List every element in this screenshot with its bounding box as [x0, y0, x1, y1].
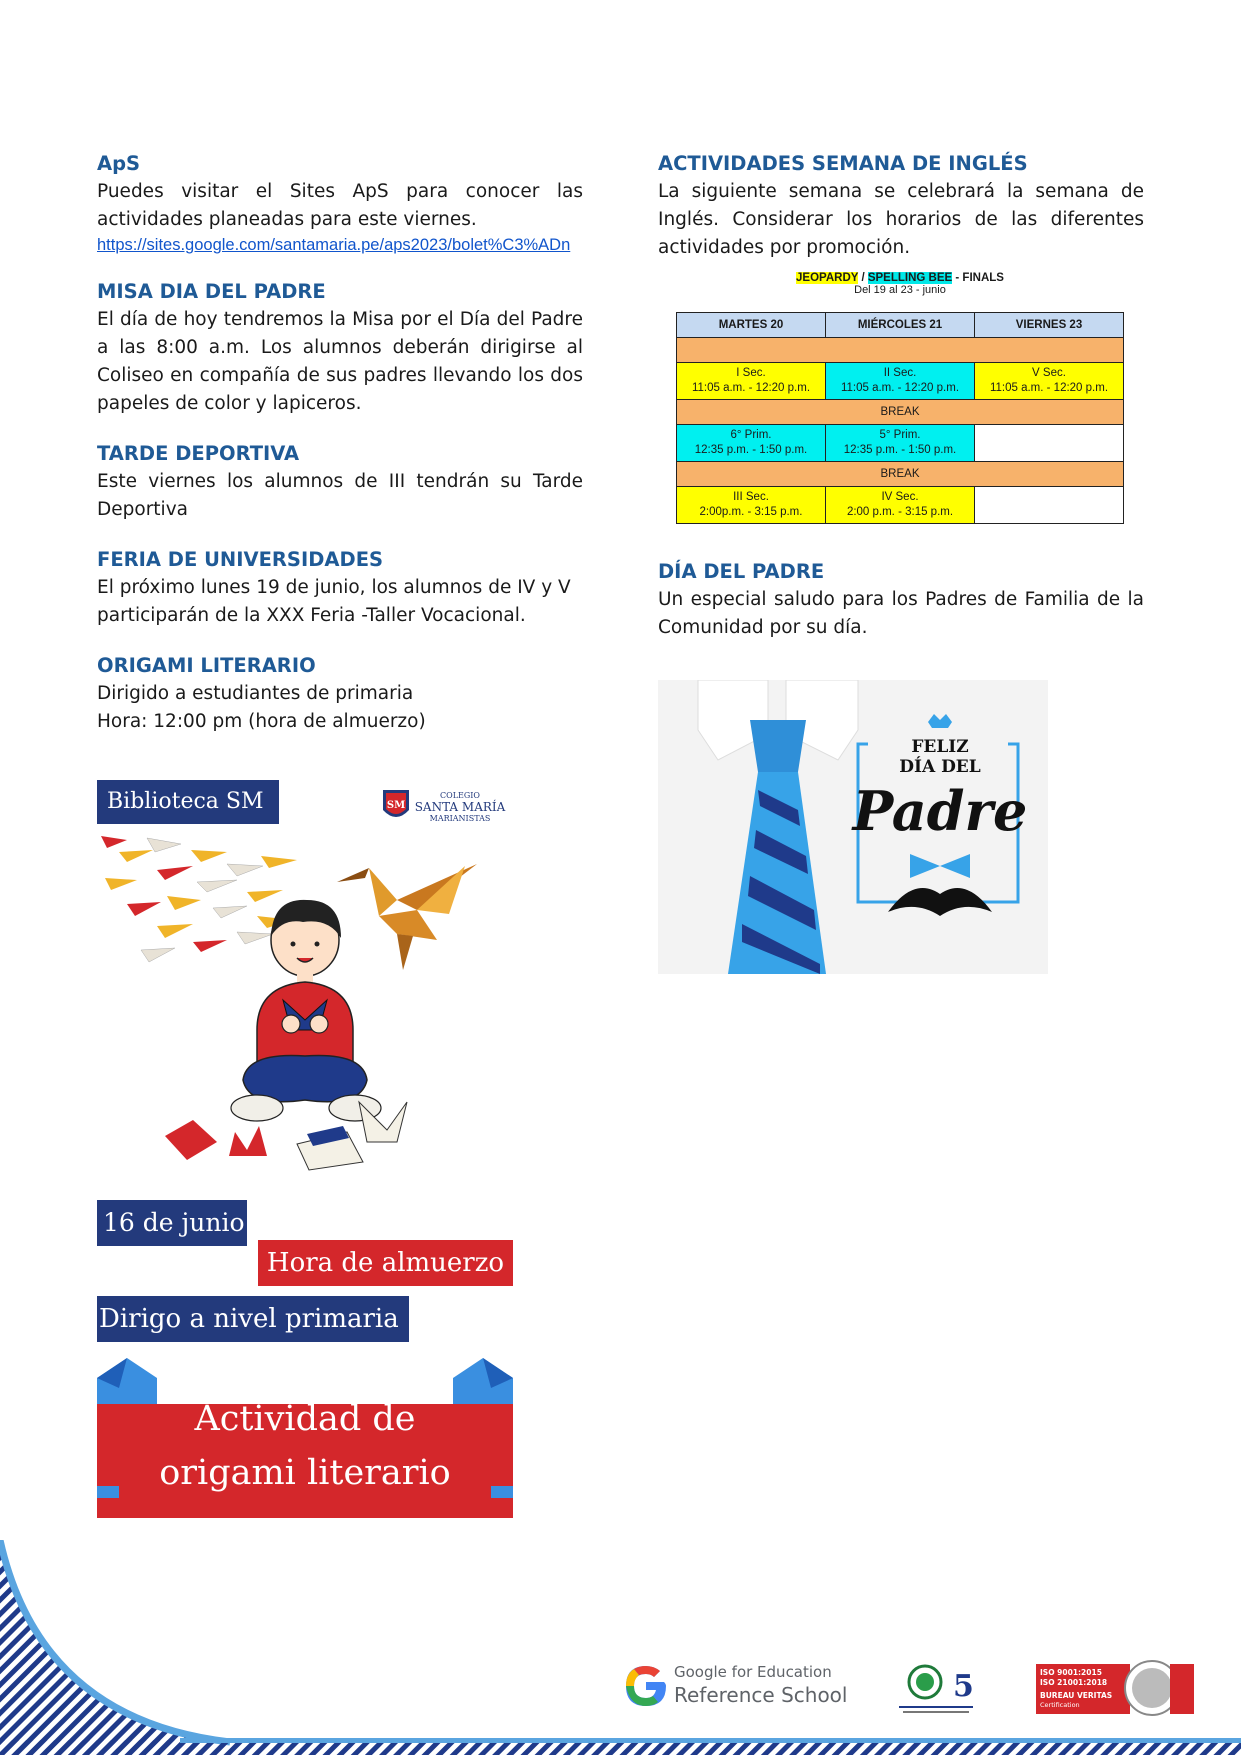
padre-title: DÍA DEL PADRE — [658, 560, 825, 583]
ingles-section — [658, 150, 1144, 262]
origami-bird — [337, 864, 477, 970]
aps-text: Puedes visitar el Sites ApS para conocer las actividades planeadas para este viernes. — [97, 181, 583, 230]
right-column — [658, 150, 1144, 664]
schedule — [676, 272, 1124, 524]
header-viernes: VIERNES 23 — [975, 313, 1124, 338]
origami-title: ORIGAMI LITERARIO — [97, 654, 316, 677]
padre-text: Un especial saludo para los Padres de Familia de la Comunidad por su día. — [658, 589, 1144, 638]
header-martes: MARTES 20 — [677, 313, 826, 338]
header-miercoles: MIÉRCOLES 21 — [826, 313, 975, 338]
break-cell: BREAK — [677, 400, 1124, 425]
tarde-section — [97, 440, 583, 524]
origami-section — [97, 652, 583, 736]
google-for-education-text — [674, 1662, 847, 1708]
schedule-subtitle: Del 19 al 23 - junio — [854, 284, 946, 296]
origami-line2: Hora: 12:00 pm (hora de almuerzo) — [97, 711, 426, 732]
schedule-title-finals: - FINALS — [952, 272, 1004, 284]
schedule-table — [676, 312, 1124, 524]
date-tag: 16 de junio — [97, 1200, 247, 1246]
origami-flyer — [97, 780, 513, 1518]
table-cell: 6° Prim. 12:35 p.m. - 1:50 p.m. — [677, 425, 826, 462]
proyecto-educativo-logo — [895, 1656, 977, 1718]
table-cell-empty — [975, 425, 1124, 462]
banner-line1: Actividad de — [194, 1399, 416, 1439]
schedule-title-spelling: SPELLING BEE — [867, 272, 953, 284]
tarde-text: Este viernes los alumnos de III tendrán su Tarde Deportiva — [97, 471, 583, 520]
origami-boy-illustration — [97, 830, 513, 1190]
ingles-title: ACTIVIDADES SEMANA DE INGLÉS — [658, 152, 1028, 175]
logo-sub: MARIANISTAS — [429, 814, 491, 823]
table-cell: III Sec. 2:00p.m. - 3:15 p.m. — [677, 487, 826, 524]
origami-line1: Dirigido a estudiantes de primaria — [97, 683, 414, 704]
schedule-title-sep: / — [858, 272, 868, 284]
ingles-text: La siguiente semana se celebrará la semana de Inglés. Considerar los horarios de las diferentes actividades por promoción. — [658, 181, 1144, 258]
svg-text:5: 5 — [953, 1669, 974, 1704]
biblioteca-tag: Biblioteca SM — [97, 780, 279, 824]
bv-line4: Certification — [1040, 1701, 1080, 1709]
bv-line3: BUREAU VERITAS — [1040, 1691, 1113, 1700]
banner-text — [97, 1392, 513, 1500]
google-g-icon — [620, 1660, 672, 1712]
table-cell: I Sec. 11:05 a.m. - 12:20 p.m. — [677, 363, 826, 400]
logo-small: COLEGIO — [440, 791, 480, 800]
orange-spacer — [677, 338, 1124, 363]
bv-line1: ISO 9001:2015 — [1040, 1668, 1102, 1677]
tarde-title: TARDE DEPORTIVA — [97, 442, 300, 465]
left-column — [97, 150, 583, 758]
padre-card-line3: Padre — [852, 779, 1028, 843]
santa-maria-logo — [380, 786, 510, 826]
break-row — [677, 400, 1124, 425]
aps-section — [97, 150, 583, 256]
table-row — [677, 487, 1124, 524]
bureau-veritas-logo — [1036, 1660, 1194, 1716]
table-row — [677, 425, 1124, 462]
schedule-title — [676, 272, 1124, 284]
table-header-row — [677, 313, 1124, 338]
footer-wave-decoration — [0, 1540, 1241, 1755]
break-cell: BREAK — [677, 462, 1124, 487]
misa-text: El día de hoy tendremos la Misa por el Día del Padre a las 8:00 a.m. Los alumnos deberán dirigirse al Coliseo en compañía de sus padres llevando los dos papeles de color y lapiceros. — [97, 309, 583, 414]
table-cell-empty — [975, 487, 1124, 524]
table-cell: V Sec. 11:05 a.m. - 12:20 p.m. — [975, 363, 1124, 400]
aps-link[interactable]: https://sites.google.com/santamaria.pe/aps2023/bolet%C3%ADn — [97, 236, 571, 254]
google-line2: Reference School — [674, 1683, 848, 1707]
table-cell: II Sec. 11:05 a.m. - 12:20 p.m. — [826, 363, 975, 400]
logo-main: SANTA MARÍA — [414, 800, 506, 814]
feliz-dia-padre-image — [658, 680, 1048, 974]
misa-title: MISA DIA DEL PADRE — [97, 280, 326, 303]
paper-planes — [101, 836, 297, 962]
schedule-title-jeopardy: JEOPARDY — [796, 272, 859, 284]
table-cell: IV Sec. 2:00 p.m. - 3:15 p.m. — [826, 487, 975, 524]
logo-letters: SM — [386, 800, 406, 811]
google-line1: Google for Education — [674, 1663, 832, 1681]
aps-title: ApS — [97, 152, 141, 175]
padre-section — [658, 558, 1144, 642]
feria-text: El próximo lunes 19 de junio, los alumnos de IV y V participarán de la XXX Feria -Taller Vocacional. — [97, 577, 571, 626]
dirigido-tag: Dirigo a nivel primaria — [97, 1296, 409, 1342]
misa-section — [97, 278, 583, 418]
hora-tag: Hora de almuerzo — [258, 1240, 513, 1286]
break-row — [677, 462, 1124, 487]
table-cell: 5° Prim. 12:35 p.m. - 1:50 p.m. — [826, 425, 975, 462]
feria-title: FERIA DE UNIVERSIDADES — [97, 548, 384, 571]
orange-spacer-row — [677, 338, 1124, 363]
bv-line2: ISO 21001:2018 — [1040, 1678, 1108, 1687]
table-row — [677, 363, 1124, 400]
feria-section — [97, 546, 583, 630]
padre-card-line1: FELIZ — [911, 737, 969, 757]
banner-line2: origami literario — [159, 1453, 451, 1493]
padre-card-line2: DÍA DEL — [899, 757, 981, 777]
